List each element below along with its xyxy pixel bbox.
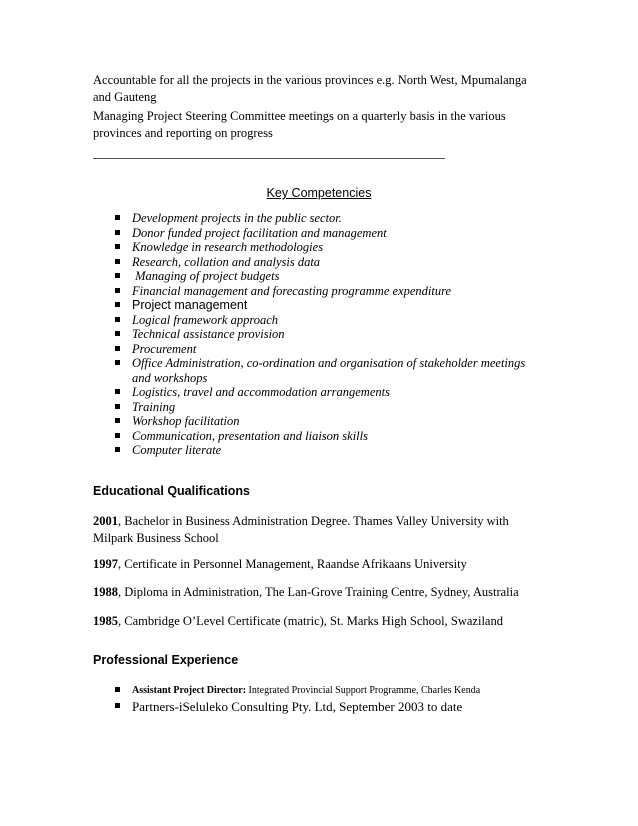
experience-item xyxy=(115,683,545,698)
competency-text: Logical framework approach xyxy=(132,312,279,327)
experience-role: Assistant Project Director: xyxy=(132,685,247,696)
competency-text: Logistics, travel and accommodation arrangements xyxy=(132,385,390,399)
competency-text: Training xyxy=(132,399,176,414)
competency-text: Workshop facilitation xyxy=(132,414,240,428)
competency-item xyxy=(115,240,545,255)
qualification-text: , Bachelor in Business Administration Degree. Thames Valley University with Milpark Business School xyxy=(93,514,509,545)
qualification-text: , Diploma in Administration, The Lan-Grove Training Centre, Sydney, Australia xyxy=(118,585,519,599)
square-bullet-icon xyxy=(115,418,120,423)
square-bullet-icon xyxy=(115,433,120,438)
qualification-entry xyxy=(93,556,543,573)
experience-list xyxy=(115,683,545,715)
square-bullet-icon xyxy=(115,288,120,293)
competency-text: Financial management and forecasting programme expenditure xyxy=(132,283,452,298)
competency-item xyxy=(115,342,545,357)
square-bullet-icon xyxy=(115,331,120,336)
competency-item xyxy=(115,313,545,328)
qualification-entry xyxy=(93,584,543,601)
experience-item xyxy=(115,698,545,715)
competency-text: Computer literate xyxy=(132,443,222,457)
key-competencies-title xyxy=(0,186,638,200)
square-bullet-icon xyxy=(115,687,120,692)
competency-text: Knowledge in research methodologies xyxy=(132,240,324,254)
intro-paragraph-2: Managing Project Steering Committee meetings on a quarterly basis in the various provinces and reporting on progress xyxy=(93,109,506,140)
key-competencies-title-text: Key Competencies xyxy=(266,186,372,200)
competency-item xyxy=(115,443,545,458)
square-bullet-icon xyxy=(115,346,120,351)
square-bullet-icon xyxy=(115,259,120,264)
competency-text: Development projects in the public sector. xyxy=(132,211,342,225)
competency-text: Donor funded project facilitation and management xyxy=(132,225,387,240)
qualification-text: , Cambridge O’Level Certificate (matric), St. Marks High School, Swaziland xyxy=(118,614,503,628)
competency-item xyxy=(115,385,545,400)
competency-item xyxy=(115,284,545,299)
horizontal-rule xyxy=(93,158,445,159)
qualification-entry xyxy=(93,613,543,630)
competency-text: Research, collation and analysis data xyxy=(132,254,321,269)
qualification-year: 1997 xyxy=(93,557,118,571)
square-bullet-icon xyxy=(115,317,120,322)
square-bullet-icon xyxy=(115,273,120,278)
competency-item xyxy=(115,327,545,342)
qualification-year: 1988 xyxy=(93,585,118,599)
competency-item xyxy=(115,414,545,429)
competency-text: Communication, presentation and liaison skills xyxy=(132,428,368,443)
square-bullet-icon xyxy=(115,360,120,365)
qualification-text: , Certificate in Personnel Management, Raandse Afrikaans University xyxy=(118,557,467,571)
qualification-year: 1985 xyxy=(93,614,118,628)
intro-paragraph-1: Accountable for all the projects in the various provinces e.g. North West, Mpumalanga and Gauteng xyxy=(93,73,527,104)
professional-experience-heading: Professional Experience xyxy=(93,653,239,667)
competency-text: Project management xyxy=(132,298,248,312)
square-bullet-icon xyxy=(115,389,120,394)
competency-text: Technical assistance provision xyxy=(132,327,285,341)
square-bullet-icon xyxy=(115,703,120,708)
competency-item xyxy=(115,400,545,415)
competency-item xyxy=(115,298,545,313)
competency-item xyxy=(115,356,545,385)
square-bullet-icon xyxy=(115,244,120,249)
square-bullet-icon xyxy=(115,230,120,235)
square-bullet-icon xyxy=(115,447,120,452)
competency-text: Managing of project budgets xyxy=(132,269,280,283)
competency-item xyxy=(115,255,545,270)
experience-text: Integrated Provincial Support Programme, Charles Kenda xyxy=(246,685,481,696)
competency-item xyxy=(115,211,545,226)
square-bullet-icon xyxy=(115,215,120,220)
competency-text: Office Administration, co-ordination and organisation of stakeholder meetings and workshops xyxy=(132,356,526,385)
competency-item xyxy=(115,429,545,444)
square-bullet-icon xyxy=(115,404,120,409)
competency-item xyxy=(115,226,545,241)
square-bullet-icon xyxy=(115,302,120,307)
experience-text: Partners-iSeluleko Consulting Pty. Ltd, September 2003 to date xyxy=(132,699,463,714)
competencies-list xyxy=(115,211,545,458)
competency-item xyxy=(115,269,545,284)
qualification-entry xyxy=(93,513,543,547)
qualification-year: 2001 xyxy=(93,514,118,528)
competency-text: Procurement xyxy=(132,341,197,356)
educational-qualifications-heading: Educational Qualifications xyxy=(93,484,250,498)
